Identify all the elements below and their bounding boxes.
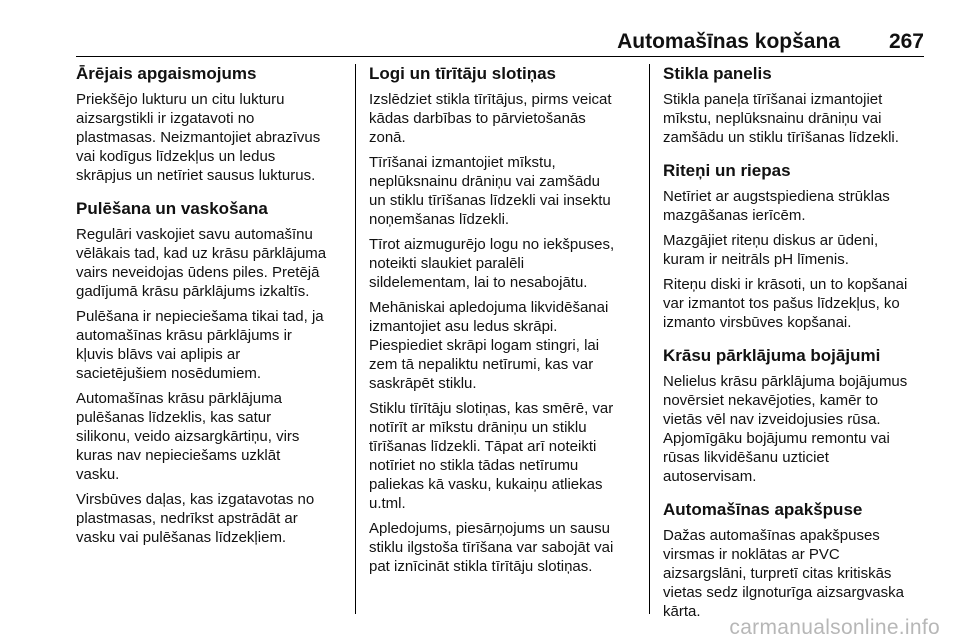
paragraph: Pulēšana ir nepieciešama tikai tad, ja automašīnas krāsu pārklājums ir kļuvis blāvs vai aplipis ar sacietējušiem nosēdumiem.	[76, 308, 324, 382]
paragraph: Nelielus krāsu pārklājuma bojājumus novērsiet nekavējoties, kamēr to vietās vēl nav izveidojusies rūsa. Apjomīgāku bojājumu remontu vai rūsas likvidēšanu uzticiet autoservisam.	[663, 373, 908, 485]
column-1	[76, 64, 344, 561]
section	[76, 64, 344, 185]
column-2	[369, 64, 637, 590]
section-heading: Ārējais apgaismojums	[76, 64, 257, 83]
section	[369, 64, 637, 576]
section-heading: Riteņi un riepas	[663, 161, 791, 180]
paragraph: Priekšējo lukturu un citu lukturu aizsargstikli ir izgatavoti no plastmasas. Neizmantojiet abrazīvus vai kodīgus līdzekļus un ledus skrāpjus un netīriet sausus lukturus.	[76, 91, 321, 184]
page-header	[76, 30, 924, 54]
column-divider-1	[355, 64, 356, 614]
paragraph: Mehāniskai apledojuma likvidēšanai izmantojiet asu ledus skrāpi. Piespiediet skrāpi logam stingri, lai zem tā nepaliktu netīrumi, kas var saskrāpēt stiklu.	[369, 299, 609, 392]
section-heading: Automašīnas apakšpuse	[663, 500, 863, 519]
paragraph: Stiklu tīrītāju slotiņas, kas smērē, var notīrīt ar mīkstu drāniņu un stiklu tīrīšanas līdzekli. Tāpat arī noteikti notīriet no stikla tādas netīrumu paliekas kā vasku, kukaiņu atliekas u.tml.	[369, 400, 614, 512]
column-3	[663, 64, 929, 635]
header-divider	[76, 56, 924, 57]
section	[663, 64, 929, 147]
section	[663, 161, 929, 332]
column-divider-2	[649, 64, 650, 614]
page-number: 267	[888, 30, 924, 53]
section	[663, 500, 929, 621]
paragraph: Apledojums, piesārņojums un sausu stiklu ilgstoša tīrīšana var sabojāt vai pat iznīcināt stikla tīrītāju slotiņas.	[369, 520, 614, 575]
paragraph: Riteņu diski ir krāsoti, un to kopšanai var izmantot tos pašus līdzekļus, ko izmanto virsbūves kopšanai.	[663, 276, 908, 331]
paragraph: Netīriet ar augstspiediena strūklas mazgāšanas ierīcēm.	[663, 188, 890, 224]
section-heading: Pulēšana un vaskošana	[76, 199, 268, 218]
paragraph: Automašīnas krāsu pārklājuma pulēšanas līdzeklis, kas satur silikonu, veido aizsargkārtiņu, virs kuras nav nepieciešams uzklāt vasku.	[76, 390, 300, 483]
header-title: Automašīnas kopšana	[617, 30, 840, 53]
section-heading: Logi un tīrītāju slotiņas	[369, 64, 556, 83]
paragraph: Tīrīšanai izmantojiet mīkstu, neplūksnainu drāniņu vai zamšādu un stiklu tīrīšanas līdzekli vai insektu noņemšanas līdzekli.	[369, 154, 611, 228]
section	[663, 346, 929, 486]
paragraph: Izslēdziet stikla tīrītājus, pirms veicat kādas darbības to pārvietošanās zonā.	[369, 91, 612, 146]
paragraph: Mazgājiet riteņu diskus ar ūdeni, kuram ir neitrāls pH līmenis.	[663, 232, 879, 268]
paragraph: Stikla paneļa tīrīšanai izmantojiet mīkstu, neplūksnainu drāniņu vai zamšādu un stiklu tīrīšanas līdzekli.	[663, 91, 899, 146]
watermark-text: carmanualsonline.info	[729, 616, 940, 639]
paragraph: Tīrot aizmugurējo logu no iekšpuses, noteikti slaukiet paralēli sildelementam, lai to nesabojātu.	[369, 236, 615, 291]
section-heading: Krāsu pārklājuma bojājumi	[663, 346, 881, 365]
section	[76, 199, 344, 547]
paragraph: Dažas automašīnas apakšpuses virsmas ir noklātas ar PVC aizsargslāni, turpretī citas kritiskās vietas sedz ilgnoturīga aizsargvaska kārta.	[663, 527, 904, 620]
paragraph: Virsbūves daļas, kas izgatavotas no plastmasas, nedrīkst apstrādāt ar vasku vai pulēšanas līdzekļiem.	[76, 491, 315, 546]
paragraph: Regulāri vaskojiet savu automašīnu vēlākais tad, kad uz krāsu pārklājuma vairs neveidojas ūdens piles. Pretējā gadījumā krāsu pārklājums izkaltīs.	[76, 226, 327, 300]
section-heading: Stikla panelis	[663, 64, 772, 83]
